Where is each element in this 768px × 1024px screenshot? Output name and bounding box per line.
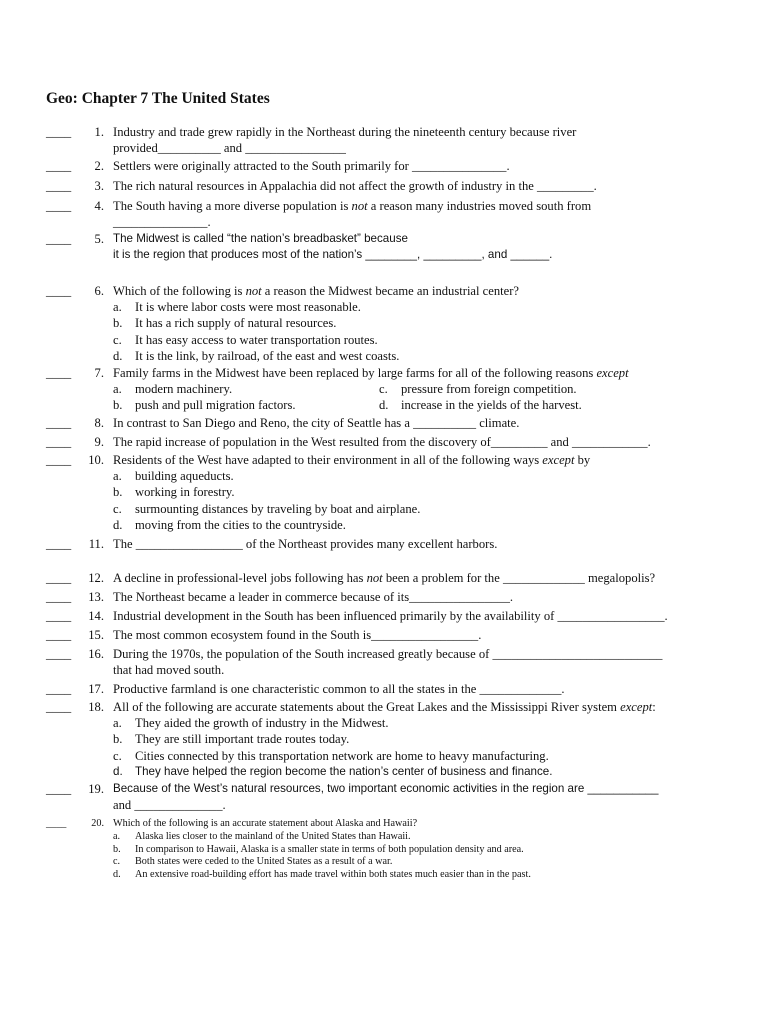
question-body: [113, 158, 753, 174]
option-letter: a.: [113, 716, 122, 731]
question-text-line: [113, 415, 753, 431]
option-letter: d.: [379, 398, 389, 413]
answer-option: [113, 831, 753, 844]
question-text: The Northeast became a leader in commerce because of its________________.: [113, 590, 514, 604]
answer-option: [113, 397, 296, 413]
answer-blank[interactable]: ____: [46, 609, 72, 623]
option-letter: d.: [113, 517, 123, 532]
option-text: push and pull migration factors.: [135, 398, 296, 413]
question-text-line: [113, 781, 753, 797]
question-body: [113, 608, 753, 624]
question-text-line: [113, 570, 753, 586]
emphasis-text: not: [366, 571, 383, 585]
question-text: The Midwest is called “the nation’s breadbasket” because: [113, 232, 408, 245]
question-text: Which of the following is an accurate statement about Alaska and Hawaii?: [113, 818, 418, 829]
answer-blank[interactable]: ____: [46, 199, 72, 213]
question-number: 4.: [94, 199, 104, 213]
question-number: 2.: [94, 159, 104, 173]
answer-blank[interactable]: ____: [46, 682, 72, 696]
option-text: It is the link, by railroad, of the east and west coasts.: [135, 348, 400, 363]
question-number: 8.: [94, 416, 104, 430]
option-letter: d.: [113, 869, 121, 881]
option-letter: c.: [113, 856, 121, 868]
answer-option: [113, 517, 753, 533]
question-text-line: [113, 699, 753, 715]
question-text-line: [113, 646, 753, 662]
option-letter: c.: [113, 501, 122, 516]
question-text: Because of the West’s natural resources, two important economic activities in the region are ___________: [113, 782, 659, 795]
question-text-line: [113, 681, 753, 697]
answer-option: [113, 332, 753, 348]
question-text-line: [113, 247, 753, 263]
emphasis-text: except: [620, 700, 653, 714]
answer-blank[interactable]: ____: [46, 125, 72, 139]
option-letter: c.: [379, 382, 388, 397]
answer-options-grid: [113, 381, 753, 413]
answer-blank[interactable]: ____: [46, 537, 72, 551]
answer-option: [113, 715, 753, 731]
option-text: An extensive road-building effort has made travel within both states much easier than in the past.: [135, 869, 531, 881]
option-text: working in forestry.: [135, 485, 235, 500]
question-text: :: [652, 700, 656, 714]
question-text: In contrast to San Diego and Reno, the city of Seattle has a __________ climate.: [113, 416, 520, 430]
answer-blank[interactable]: ____: [46, 453, 72, 467]
emphasis-text: not: [351, 199, 368, 213]
answer-option: [379, 381, 577, 397]
question-text: The rapid increase of population in the West resulted from the discovery of_________ and ____________.: [113, 435, 651, 449]
option-letter: a.: [113, 382, 122, 397]
question-text: by: [574, 453, 591, 467]
option-letter: c.: [113, 332, 122, 347]
page-title: Geo: Chapter 7 The United States: [46, 90, 270, 107]
question-number: 20.: [91, 818, 104, 829]
question-text: Productive farmland is one characteristic common to all the states in the _____________.: [113, 682, 565, 696]
question-number: 10.: [88, 453, 104, 467]
question-body: [113, 415, 753, 431]
option-text: They are still important trade routes today.: [135, 732, 350, 747]
option-text: It has a rich supply of natural resources.: [135, 316, 337, 331]
question-body: [113, 818, 753, 882]
answer-option: [113, 315, 753, 331]
option-text: In comparison to Hawaii, Alaska is a smaller state in terms of both population density and area.: [135, 843, 524, 855]
answer-option: [113, 348, 753, 364]
question-text: During the 1970s, the population of the South increased greatly because of ___________________________: [113, 647, 663, 661]
question-text: it is the region that produces most of the nation’s ________, _________, and ______.: [113, 248, 553, 262]
option-text: Cities connected by this transportation network are home to heavy manufacturing.: [135, 748, 549, 763]
option-text: It has easy access to water transportation routes.: [135, 332, 378, 347]
question-text-line: [113, 608, 753, 624]
question-body: [113, 452, 753, 533]
question-number: 17.: [88, 682, 104, 696]
question-text: Which of the following is: [113, 284, 246, 298]
question-text-line: [113, 434, 753, 450]
option-letter: c.: [113, 748, 122, 763]
question-number: 16.: [88, 647, 104, 661]
question-text: The rich natural resources in Appalachia did not affect the growth of industry in the _________.: [113, 179, 597, 193]
question-number: 7.: [94, 366, 104, 380]
question-number: 14.: [88, 609, 104, 623]
option-text: Alaska lies closer to the mainland of the United States than Hawaii.: [135, 830, 411, 842]
option-letter: d.: [113, 348, 123, 363]
answer-option: [379, 397, 582, 413]
option-text: moving from the cities to the countryside.: [135, 517, 346, 532]
question-body: [113, 627, 753, 643]
option-text: surmounting distances by traveling by boat and airplane.: [135, 501, 421, 516]
answer-option: [113, 748, 753, 764]
option-text: They have helped the region become the nation’s center of business and finance.: [135, 764, 553, 778]
question-number: 15.: [88, 628, 104, 642]
question-text: provided__________ and ________________: [113, 141, 346, 156]
option-letter: b.: [113, 316, 123, 331]
question-text: The South having a more diverse population is: [113, 199, 352, 213]
answer-blank[interactable]: ____: [46, 435, 72, 449]
question-body: [113, 646, 753, 678]
answer-blank[interactable]: ____: [46, 284, 72, 298]
option-letter: a.: [113, 830, 121, 842]
question-text-line: [113, 124, 753, 140]
question-number: 19.: [88, 782, 104, 796]
question-text-line: [113, 662, 753, 678]
question-text-line: [113, 818, 753, 831]
question-text-line: [113, 797, 753, 813]
question-number: 5.: [94, 232, 104, 246]
answer-blank[interactable]: ____: [46, 232, 72, 246]
option-text: They aided the growth of industry in the Midwest.: [135, 716, 389, 731]
question-text: Industry and trade grew rapidly in the Northeast during the nineteenth century because river: [113, 125, 577, 139]
question-text: been a problem for the _____________ megalopolis?: [382, 571, 656, 585]
question-text: _______________.: [113, 215, 211, 230]
option-letter: b.: [113, 732, 123, 747]
question-number: 13.: [88, 590, 104, 604]
answer-option: [113, 856, 753, 869]
option-letter: b.: [113, 485, 123, 500]
question-body: [113, 681, 753, 697]
question-body: [113, 434, 753, 450]
question-text-line: [113, 283, 753, 299]
answer-blank[interactable]: ____: [46, 700, 72, 714]
question-number: 3.: [94, 179, 104, 193]
question-body: [113, 365, 753, 414]
question-body: [113, 124, 753, 156]
option-letter: d.: [113, 764, 123, 778]
emphasis-text: except: [596, 366, 629, 380]
answer-blank[interactable]: ____: [46, 416, 72, 430]
option-text: modern machinery.: [135, 382, 233, 397]
question-text: a reason the Midwest became an industrial center?: [261, 284, 520, 298]
question-body: [113, 589, 753, 605]
answer-option: [113, 501, 753, 517]
question-text: The _________________ of the Northeast provides many excellent harbors.: [113, 537, 498, 551]
answer-option: [113, 764, 753, 780]
answer-blank[interactable]: ____: [46, 571, 72, 585]
option-text: building aqueducts.: [135, 469, 234, 484]
question-text-line: [113, 214, 753, 230]
question-text-line: [113, 365, 753, 381]
question-number: 9.: [94, 435, 104, 449]
question-text: All of the following are accurate statements about the Great Lakes and the Mississippi River system: [113, 700, 621, 714]
answer-blank[interactable]: ____: [46, 818, 67, 829]
answer-option: [113, 869, 753, 882]
question-text: and ______________.: [113, 798, 226, 813]
answer-option: [113, 468, 753, 484]
option-text: Both states were ceded to the United States as a result of a war.: [135, 856, 393, 868]
answer-option: [113, 299, 753, 315]
answer-blank[interactable]: ____: [46, 159, 72, 173]
question-text-line: [113, 536, 753, 552]
option-text: increase in the yields of the harvest.: [401, 398, 582, 413]
question-number: 18.: [88, 700, 104, 714]
answer-blank[interactable]: ____: [46, 628, 72, 642]
question-text-line: [113, 589, 753, 605]
answer-option: [113, 484, 753, 500]
question-number: 12.: [88, 571, 104, 585]
question-body: [113, 536, 753, 552]
question-text-line: [113, 231, 753, 247]
question-text-line: [113, 178, 753, 194]
answer-blank[interactable]: ____: [46, 179, 72, 193]
emphasis-text: not: [245, 284, 262, 298]
question-number: 11.: [88, 537, 104, 551]
question-body: [113, 781, 753, 813]
question-text-line: [113, 140, 753, 156]
option-letter: b.: [113, 398, 123, 413]
answer-blank[interactable]: ____: [46, 647, 72, 661]
question-text-line: [113, 158, 753, 174]
question-number: 1.: [94, 125, 104, 139]
question-body: [113, 699, 753, 780]
question-text: Settlers were originally attracted to the South primarily for _______________.: [113, 159, 510, 173]
question-number: 6.: [94, 284, 104, 298]
question-text: Industrial development in the South has been influenced primarily by the availability of _________________.: [113, 609, 668, 623]
answer-blank[interactable]: ____: [46, 782, 72, 796]
question-text: Residents of the West have adapted to their environment in all of the following ways: [113, 453, 543, 467]
option-letter: b.: [113, 843, 121, 855]
question-body: [113, 198, 753, 230]
question-text: that had moved south.: [113, 663, 225, 678]
answer-option: [113, 844, 753, 857]
question-text: Family farms in the Midwest have been replaced by large farms for all of the following reasons: [113, 366, 597, 380]
question-text-line: [113, 198, 753, 214]
option-letter: a.: [113, 300, 122, 315]
answer-option: [113, 731, 753, 747]
question-body: [113, 283, 753, 364]
option-text: It is where labor costs were most reasonable.: [135, 300, 361, 315]
question-text-line: [113, 627, 753, 643]
question-body: [113, 178, 753, 194]
emphasis-text: except: [542, 453, 575, 467]
question-text: The most common ecosystem found in the South is_________________.: [113, 628, 482, 642]
question-text: a reason many industries moved south from: [367, 199, 592, 213]
option-letter: a.: [113, 469, 122, 484]
question-text: A decline in professional-level jobs following has: [113, 571, 367, 585]
question-body: [113, 231, 753, 263]
answer-blank[interactable]: ____: [46, 366, 72, 380]
question-text-line: [113, 452, 753, 468]
question-body: [113, 570, 753, 586]
answer-blank[interactable]: ____: [46, 590, 72, 604]
option-text: pressure from foreign competition.: [401, 382, 577, 397]
answer-option: [113, 381, 232, 397]
